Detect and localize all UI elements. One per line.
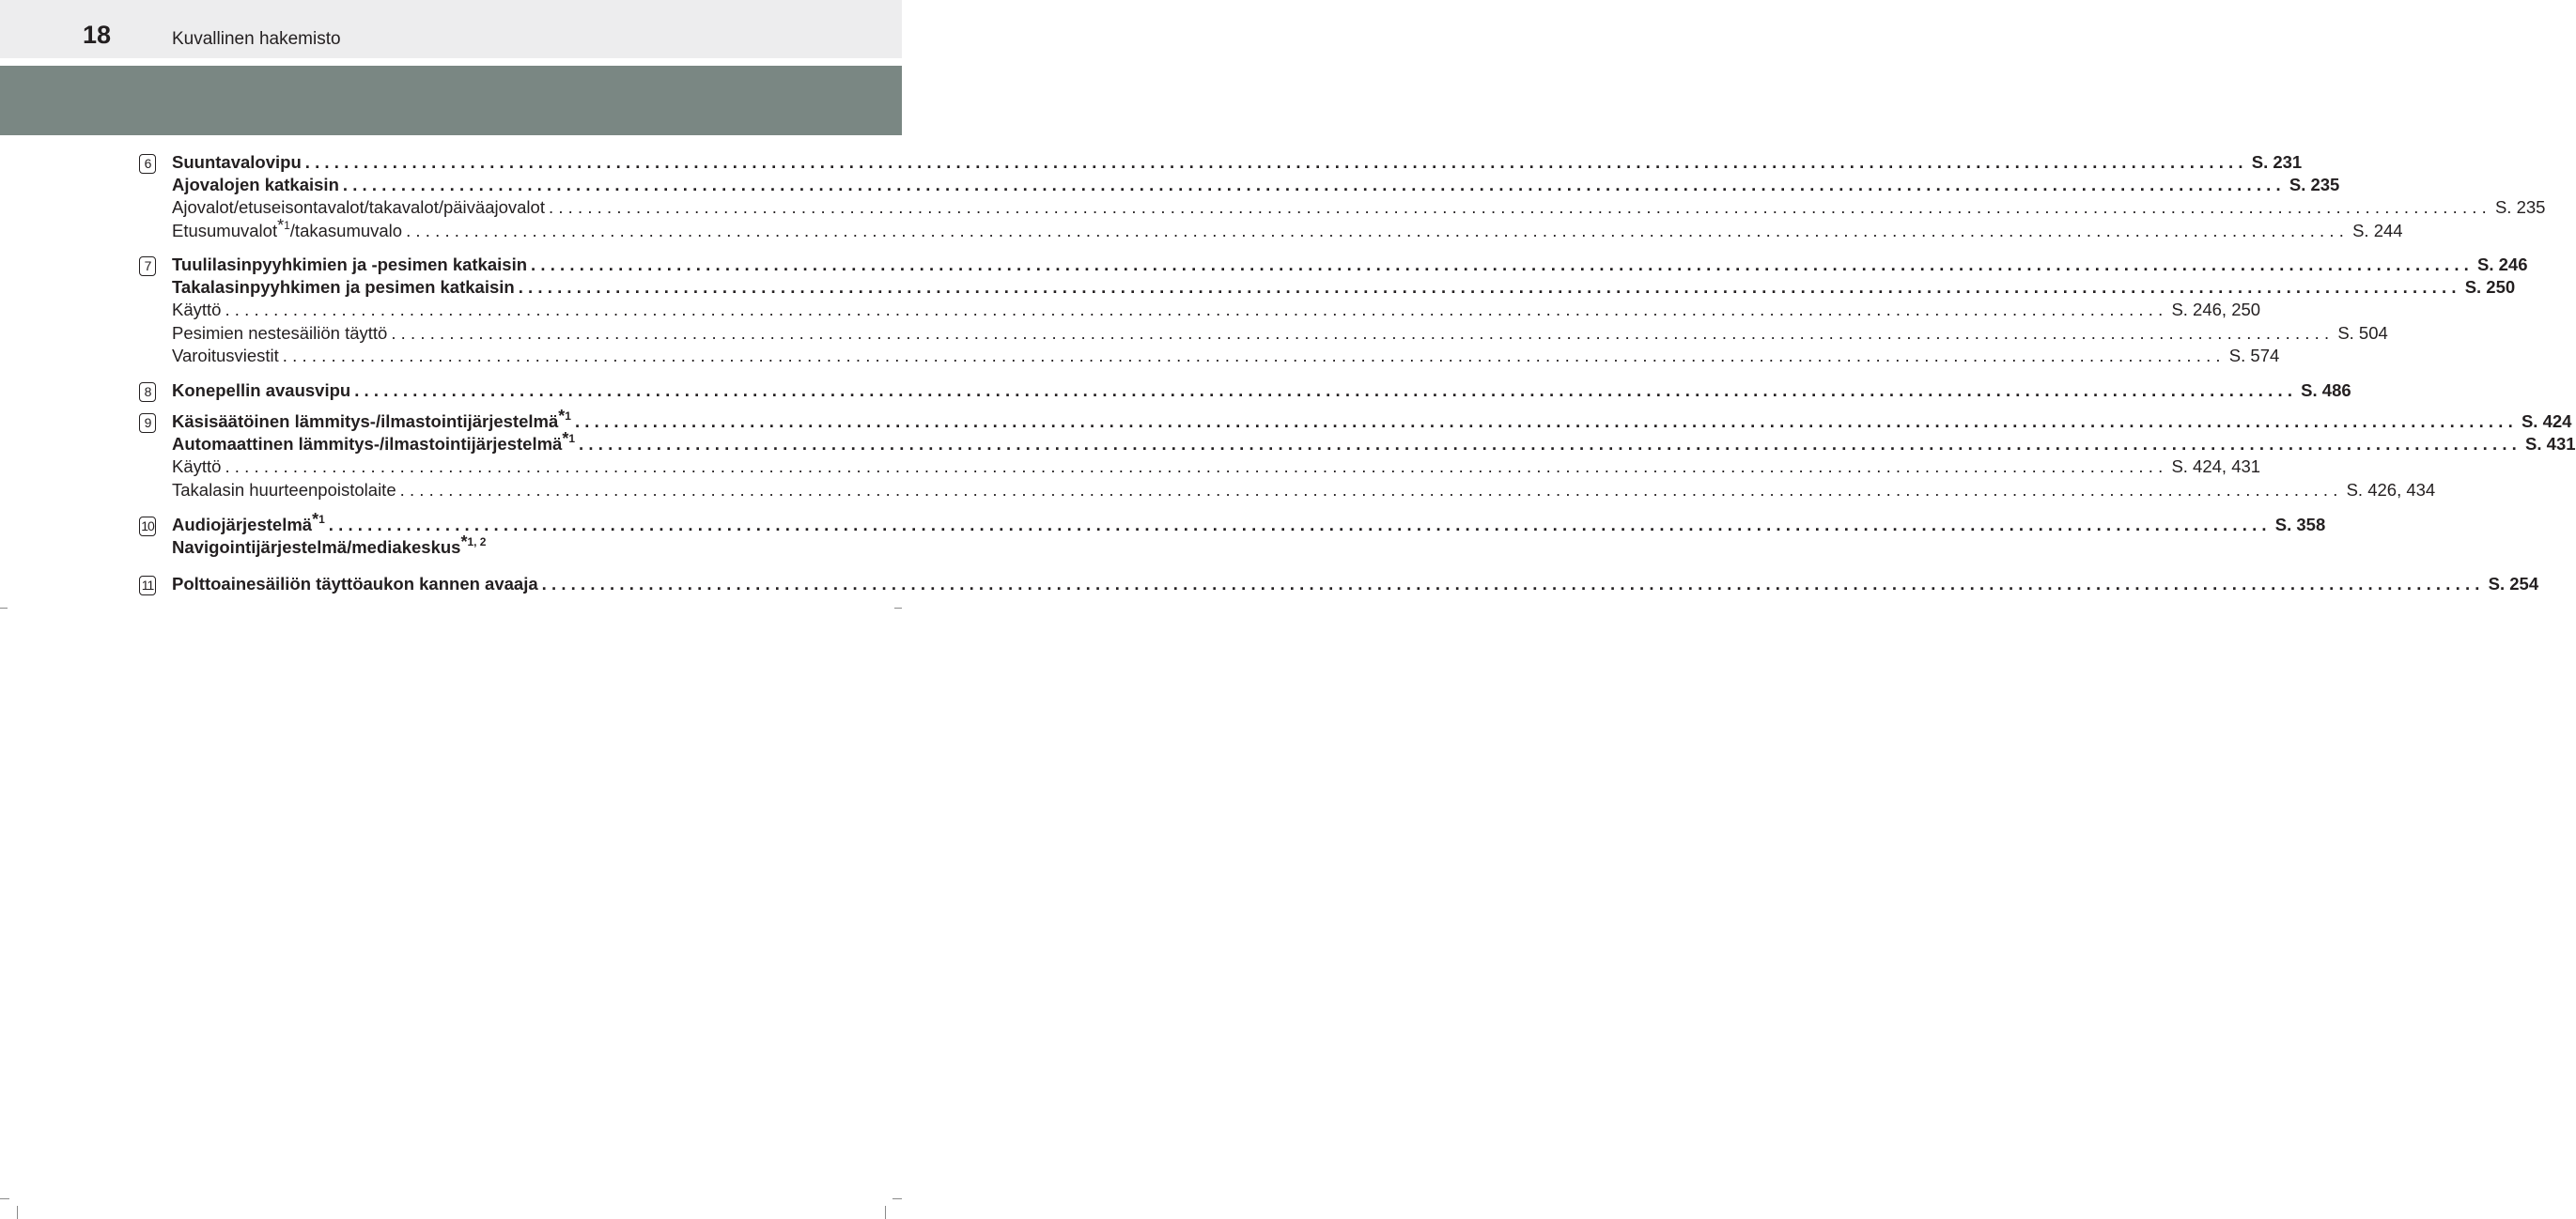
page-number: 18 [83,21,112,49]
page-reference: S. 246, 250 [2171,300,2261,320]
dot-leader: ........................................................................................................................................................................................................ [531,255,2474,274]
entry-label-text: Käyttö [172,456,222,477]
page-reference: S. 486 [2301,380,2351,400]
entry-label [172,510,325,535]
entry-label-text: Suuntavalovipu [172,152,302,172]
entry-label [172,175,339,195]
page-reference: S. 431 [2525,434,2576,455]
footnote-number: 1 [568,432,576,446]
crop-mark [892,1198,902,1199]
dot-leader: ........................................................................................................................................................................................................ [399,479,2343,500]
page-reference: S. 235 [2494,197,2546,218]
entry-label-text: Käyttö [172,300,222,320]
index-entry [172,175,2340,197]
crop-mark [894,608,902,609]
page-reference: S. 424, 431 [2171,456,2261,477]
page-reference: S. 246 [2477,255,2528,274]
entry-label-text: Tuulilasinpyyhkimien ja -pesimen katkaisin [172,255,528,274]
dot-leader: ........................................................................................................................................................................................................ [225,300,2168,320]
footnote-marker [558,409,571,423]
page-reference: S. 504 [2337,322,2388,343]
entry-label [172,197,545,218]
index-entry [172,215,2403,243]
index-entry [172,456,2261,479]
entry-label [172,277,515,298]
page-reference: S. 231 [2251,152,2303,172]
dot-leader: ........................................................................................................................................................................................................ [518,277,2461,298]
entry-label-text: Etusumuvalot [172,220,278,240]
index-entry [172,300,2261,322]
index-entry [172,479,2436,502]
index-entry [172,429,2576,456]
index-entry [172,532,756,560]
callout-number-badge: 7 [139,256,156,276]
page-reference: S. 235 [2289,175,2340,195]
entry-label-text: Ajovalot/etuseisontavalot/takavalot/päiväajovalot [172,197,545,218]
entry-label [172,152,302,173]
entry-label [172,456,221,477]
entry-label [172,480,396,501]
index-entry [172,407,2572,434]
asterisk-glyph: * [558,407,566,425]
dot-leader: ........................................................................................................................................................................................................ [391,322,2335,343]
asterisk-glyph: * [562,429,569,449]
dot-leader: ........................................................................................................................................................................................................ [328,515,2272,534]
index-entry [172,152,2303,175]
entry-label [172,255,527,275]
entry-label [172,323,387,344]
crop-mark [0,1198,9,1199]
footnote-marker [312,510,325,529]
dot-leader: ........................................................................................................................................................................................................ [342,175,2286,195]
dot-leader: ........................................................................................................................................................................................................ [574,411,2518,431]
footnote-marker [460,532,487,552]
footnote-marker [277,215,290,235]
footnote-number: 1 [318,513,325,526]
dot-leader: ........................................................................................................................................................................................................ [548,197,2491,218]
index-entry [172,380,2351,403]
callout-number-badge: 10 [139,517,156,536]
illustration-banner [0,66,902,135]
index-entry [172,197,2546,220]
page-reference: S. 426, 434 [2346,479,2436,500]
entry-label [172,407,571,432]
dot-leader: ........................................................................................................................................................................................................ [406,220,2350,240]
entry-label-text: Käsisäätöinen lämmitys-/ilmastointijärjestelmä [172,411,559,431]
crop-mark [0,608,8,609]
page-reference: S. 574 [2228,345,2280,365]
page-reference: S. 358 [2274,515,2326,534]
page-reference: S. 244 [2352,220,2403,240]
dot-leader: ........................................................................................................................................................................................................ [282,345,2226,365]
callout-number-badge: 8 [139,382,156,402]
page-reference: S. 254 [2488,574,2539,594]
entry-label [172,429,576,455]
callout-number-badge: 6 [139,154,156,174]
index-entry [172,322,2388,346]
dot-leader: ........................................................................................................................................................................................................ [225,456,2168,477]
footnote-number: 1 [565,409,571,423]
asterisk-glyph: * [312,510,319,529]
footnote-number: 1 [284,218,290,232]
crop-mark [885,1206,886,1219]
entry-label [172,532,487,558]
callout-number-badge: 11 [139,576,156,595]
dot-leader: ........................................................................................................................................................................................................ [354,380,2298,400]
entry-label [172,346,279,366]
dot-leader: ........................................................................................................................................................................................................ [304,152,2248,172]
entry-label [172,300,221,320]
entry-label-text: Polttoainesäiliön täyttöaukon kannen avaaja [172,574,538,594]
footnote-number: 1, 2 [467,535,487,549]
entry-label-text: Ajovalojen katkaisin [172,175,339,195]
entry-label [172,574,538,594]
entry-label-text: Automaattinen lämmitys-/ilmastointijärjestelmä [172,434,563,455]
entry-label-text: Audiojärjestelmä [172,515,313,534]
index-entry [172,574,2539,596]
header-strip [0,0,902,58]
dot-leader: ........................................................................................................................................................................................................ [541,574,2485,594]
crop-mark [17,1206,18,1219]
index-entry [172,255,2528,277]
entry-label-suffix: /takasumuvalo [289,220,403,240]
page-reference: S. 424 [2521,411,2572,431]
index-entry [172,277,2516,300]
entry-label [172,380,350,401]
callout-number-badge: 9 [139,413,156,433]
dot-leader: ........................................................................................................................................................................................................ [579,434,2522,455]
entry-label-text: Takalasinpyyhkimen ja pesimen katkaisin [172,277,515,298]
asterisk-glyph: * [277,215,285,235]
asterisk-glyph: * [460,532,468,552]
index-entry [172,345,2280,368]
entry-label-text: Konepellin avausvipu [172,380,351,400]
entry-label-text: Takalasin huurteenpoistolaite [172,479,396,500]
entry-label-text: Navigointijärjestelmä/mediakeskus [172,537,461,558]
footnote-marker [562,429,576,449]
entry-label-text: Varoitusviestit [172,345,279,365]
entry-label [172,215,403,241]
section-title: Kuvallinen hakemisto [172,29,341,49]
page-reference: S. 250 [2464,277,2516,298]
entry-label-text: Pesimien nestesäiliön täyttö [172,322,388,343]
